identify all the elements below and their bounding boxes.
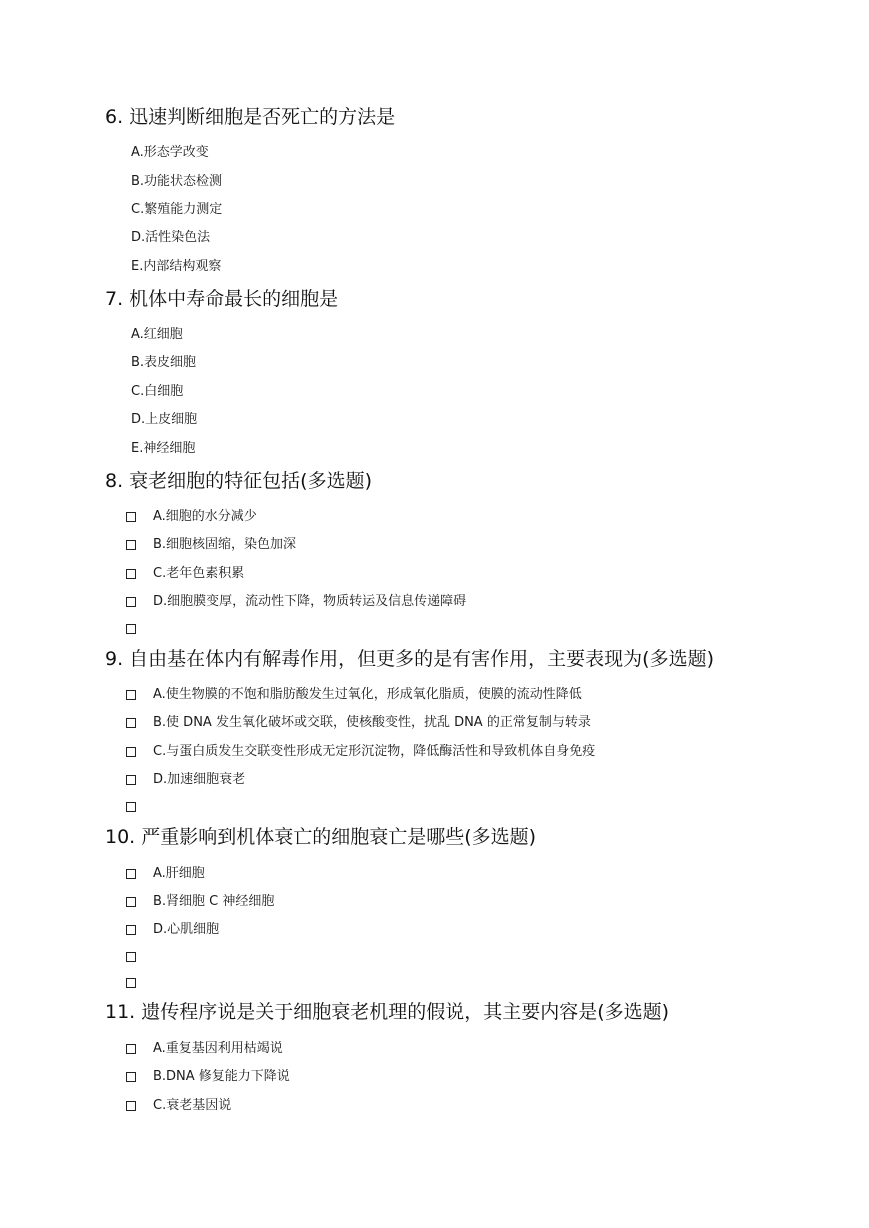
choice-label: B.DNA 修复能力下降说 [153,1069,290,1084]
checkbox[interactable] [126,952,136,962]
checkbox[interactable] [126,802,136,812]
checkbox[interactable] [126,718,136,728]
choice-label: A.细胞的水分减少 [153,509,257,524]
choice-label: A.使生物膜的不饱和脂肪酸发生过氧化，形成氧化脂质，使膜的流动性降低 [153,687,582,702]
option-7b: B.表皮细胞 [131,355,197,370]
option-7c: C.白细胞 [131,384,184,399]
checkbox[interactable] [126,897,136,907]
option-6b: B.功能状态检测 [131,174,223,189]
checkbox[interactable] [126,775,136,785]
checkbox[interactable] [126,869,136,879]
checkbox[interactable] [126,1101,136,1111]
option-6d: D.活性染色法 [131,230,211,245]
checkbox[interactable] [126,597,136,607]
question-title-6: 6. 迅速判断细胞是否死亡的方法是 [105,106,396,128]
choice-label: B.细胞核固缩，染色加深 [153,537,297,552]
choice-label: B.肾细胞 C 神经细胞 [153,894,275,909]
choice-label: D.加速细胞衰老 [153,772,246,787]
checkbox[interactable] [126,747,136,757]
checkbox[interactable] [126,925,136,935]
question-title-7: 7. 机体中寿命最长的细胞是 [105,288,339,310]
choice-label: B.使 DNA 发生氧化破坏或交联，使核酸变性，扰乱 DNA 的正常复制与转录 [153,715,591,730]
checkbox[interactable] [126,690,136,700]
checkbox[interactable] [126,540,136,550]
choice-label: A.重复基因利用枯竭说 [153,1041,283,1056]
option-6a: A.形态学改变 [131,145,209,160]
option-7e: E.神经细胞 [131,441,196,456]
option-7d: D.上皮细胞 [131,412,198,427]
choice-label: C.衰老基因说 [153,1098,232,1113]
choice-label: C.老年色素积累 [153,566,245,581]
option-6c: C.繁殖能力测定 [131,202,223,217]
option-6e: E.内部结构观察 [131,259,222,274]
checkbox[interactable] [126,978,136,988]
checkbox[interactable] [126,624,136,634]
question-title-8: 8. 衰老细胞的特征包括(多选题) [105,470,372,492]
checkbox[interactable] [126,569,136,579]
choice-label: D.细胞膜变厚，流动性下降，物质转运及信息传递障碍 [153,594,467,609]
checkbox[interactable] [126,1044,136,1054]
choice-label: C.与蛋白质发生交联变性形成无定形沉淀物，降低酶活性和导致机体自身免疫 [153,744,596,759]
option-7a: A.红细胞 [131,327,183,342]
question-title-11: 11. 遗传程序说是关于细胞衰老机理的假说，其主要内容是(多选题) [105,1001,670,1023]
question-title-10: 10. 严重影响到机体衰亡的细胞衰亡是哪些(多选题) [105,826,537,848]
checkbox[interactable] [126,512,136,522]
choice-label: D.心肌细胞 [153,922,220,937]
question-title-9: 9. 自由基在体内有解毒作用，但更多的是有害作用，主要表现为(多选题) [105,648,714,670]
choice-label: A.肝细胞 [153,866,205,881]
checkbox[interactable] [126,1072,136,1082]
